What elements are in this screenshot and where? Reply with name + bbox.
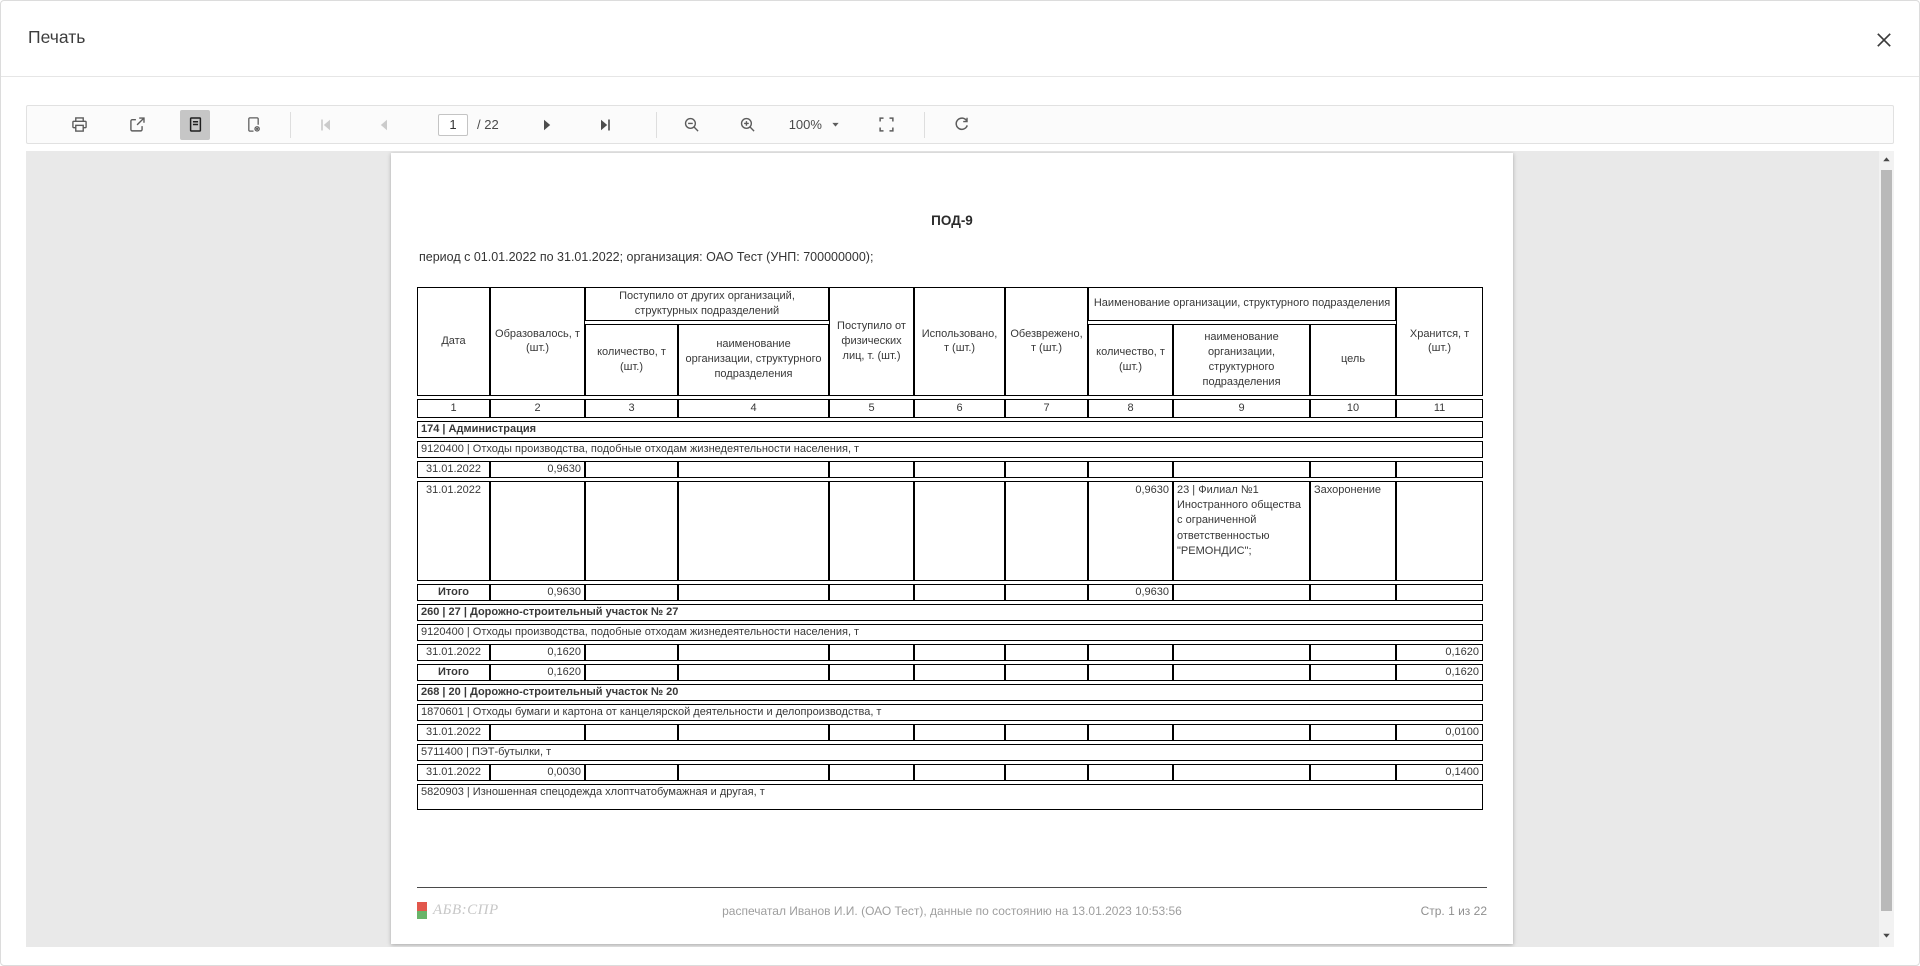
- table-cell: [829, 481, 914, 581]
- printed-info: распечатал Иванов И.И. (ОАО Тест), данные по состоянию на 13.01.2023 10:53:56: [722, 903, 1182, 918]
- table-row-waste: [417, 744, 1483, 761]
- table-cell: [1173, 644, 1310, 661]
- period-line: период с 01.01.2022 по 31.01.2022; организация: ОАО Тест (УНП: 700000000);: [419, 250, 874, 264]
- col-header: количество, т (шт.): [1088, 324, 1173, 396]
- table-cell: 31.01.2022: [417, 481, 490, 581]
- vertical-scrollbar[interactable]: [1879, 151, 1894, 947]
- table-cell: [1173, 764, 1310, 781]
- col-header: наименование организации, структурного подразделения: [678, 324, 829, 396]
- table-cell: [585, 764, 678, 781]
- sidebar-toggle-icon: [187, 116, 204, 133]
- col-header: наименование организации, структурного подразделения: [1173, 324, 1310, 396]
- sidebar-toggle-button[interactable]: [180, 110, 210, 140]
- table-cell: [1310, 644, 1396, 661]
- table-body: [417, 421, 1483, 810]
- fullscreen-button[interactable]: [872, 110, 902, 140]
- table-cell: [914, 724, 1005, 741]
- toolbar-separator: [924, 112, 925, 138]
- table-cell: 0,9630: [1088, 481, 1173, 581]
- section-cell: 268 | 20 | Дорожно-строительный участок № 20: [417, 684, 1483, 701]
- waste-cell: 9120400 | Отходы производства, подобные отходам жизнедеятельности населения, т: [417, 441, 1483, 458]
- table-cell: [829, 584, 914, 601]
- table-cell: [1005, 461, 1088, 478]
- table-cell: 0,1400: [1396, 764, 1483, 781]
- table-row-data: [417, 481, 1483, 581]
- table-cell: [678, 481, 829, 581]
- section-cell: 174 | Администрация: [417, 421, 1483, 438]
- zoom-level-select[interactable]: [789, 117, 840, 132]
- table-cell: 0,9630: [490, 584, 585, 601]
- waste-cell: 5820903 | Изношенная спецодежда хлоптчатобумажная и другая, т: [417, 784, 1483, 810]
- table-cell: 31.01.2022: [417, 764, 490, 781]
- table-cell: [490, 481, 585, 581]
- table-cell: [914, 644, 1005, 661]
- table-cell: Итого: [417, 664, 490, 681]
- last-page-icon: [597, 117, 613, 133]
- table-cell: [914, 664, 1005, 681]
- table-row-data: [417, 764, 1483, 781]
- table-cell: 0,1620: [1396, 644, 1483, 661]
- col-number: 1: [417, 399, 490, 418]
- table-cell: [678, 764, 829, 781]
- table-cell: 0,1620: [490, 644, 585, 661]
- col-number: 10: [1310, 399, 1396, 418]
- waste-cell: 9120400 | Отходы производства, подобные отходам жизнедеятельности населения, т: [417, 624, 1483, 641]
- table-cell: [1005, 481, 1088, 581]
- refresh-button[interactable]: [947, 110, 977, 140]
- table-cell: [678, 461, 829, 478]
- form-title: ПОД-9: [931, 213, 973, 228]
- share-icon: [129, 116, 146, 133]
- col-header: Дата: [417, 287, 490, 396]
- table-row-data: [417, 644, 1483, 661]
- scroll-down-icon: [1882, 931, 1891, 940]
- table-cell: [914, 481, 1005, 581]
- scrollbar-thumb[interactable]: [1881, 170, 1892, 911]
- next-page-button[interactable]: [532, 110, 562, 140]
- table-cell: [585, 644, 678, 661]
- col-number: 11: [1396, 399, 1483, 418]
- table-cell: [829, 764, 914, 781]
- close-icon: [1875, 31, 1893, 49]
- group-header: Поступило от других организаций, структурных подразделений: [585, 287, 829, 321]
- table-cell: [1005, 764, 1088, 781]
- page-number-input[interactable]: [438, 114, 468, 136]
- table-cell: 0,1620: [490, 664, 585, 681]
- table-cell: [1310, 664, 1396, 681]
- waste-table: [417, 284, 1483, 813]
- scroll-up-icon: [1882, 155, 1891, 164]
- table-row-section: [417, 684, 1483, 701]
- table-cell: [829, 664, 914, 681]
- logo-flag-icon: [417, 902, 427, 919]
- table-cell: [585, 584, 678, 601]
- table-cell: [829, 724, 914, 741]
- table-row-total: [417, 664, 1483, 681]
- table-cell: [1310, 461, 1396, 478]
- table-cell: [1310, 584, 1396, 601]
- share-button[interactable]: [122, 110, 152, 140]
- col-number: 3: [585, 399, 678, 418]
- zoom-level-value: 100%: [788, 117, 822, 132]
- page-total-label: / 22: [477, 117, 499, 132]
- col-header: Образовалось, т (шт.): [490, 287, 585, 396]
- col-number: 6: [914, 399, 1005, 418]
- table-cell: [1005, 664, 1088, 681]
- table-cell: [829, 644, 914, 661]
- dialog-title: Печать: [28, 27, 86, 47]
- waste-cell: 1870601 | Отходы бумаги и картона от канцелярской деятельности и делопроизводства, т: [417, 704, 1483, 721]
- table-cell: [490, 724, 585, 741]
- table-cell: [1088, 664, 1173, 681]
- table-cell: [1088, 644, 1173, 661]
- page-label: Стр. 1 из 22: [1420, 903, 1487, 918]
- refresh-icon: [953, 116, 970, 133]
- table-cell: [1005, 644, 1088, 661]
- app-logo: [417, 902, 657, 919]
- table-cell: [678, 664, 829, 681]
- table-cell: [1173, 724, 1310, 741]
- document-settings-icon: [245, 116, 262, 133]
- table-cell: [1396, 584, 1483, 601]
- col-header: Поступило от физических лиц, т. (шт.): [829, 287, 914, 396]
- col-number: 5: [829, 399, 914, 418]
- zoom-out-icon: [683, 116, 700, 133]
- col-number: 7: [1005, 399, 1088, 418]
- zoom-in-icon: [739, 116, 756, 133]
- table-cell: [1396, 481, 1483, 581]
- pdf-viewer-area: [26, 151, 1894, 947]
- table-cell: [1173, 461, 1310, 478]
- print-icon: [71, 116, 88, 133]
- table-row-waste: [417, 704, 1483, 721]
- zoom-out-button[interactable]: [677, 110, 707, 140]
- toolbar-separator: [656, 112, 657, 138]
- prev-page-button[interactable]: [369, 110, 399, 140]
- col-number: 4: [678, 399, 829, 418]
- next-page-icon: [539, 117, 555, 133]
- section-cell: 260 | 27 | Дорожно-строительный участок № 27: [417, 604, 1483, 621]
- first-page-button[interactable]: [311, 110, 341, 140]
- flag-green: [417, 911, 427, 919]
- table-cell: [1005, 724, 1088, 741]
- table-row-data: [417, 724, 1483, 741]
- col-header: количество, т (шт.): [585, 324, 678, 396]
- fullscreen-icon: [878, 116, 895, 133]
- pdf-toolbar: [26, 105, 1894, 144]
- table-cell: 31.01.2022: [417, 461, 490, 478]
- first-page-icon: [318, 117, 334, 133]
- table-cell: [585, 461, 678, 478]
- column-numbers-row: [417, 399, 1483, 418]
- toolbar-separator: [290, 112, 291, 138]
- col-header: Использовано, т (шт.): [914, 287, 1005, 396]
- col-number: 2: [490, 399, 585, 418]
- close-button[interactable]: [1867, 23, 1901, 57]
- table-row-section: [417, 421, 1483, 438]
- table-cell: [678, 644, 829, 661]
- table-row-total: [417, 584, 1483, 601]
- flag-red: [417, 902, 427, 911]
- table-cell: [1088, 724, 1173, 741]
- prev-page-icon: [376, 117, 392, 133]
- table-cell: [585, 481, 678, 581]
- table-cell: [678, 724, 829, 741]
- table-cell: 23 | Филиал №1 Иностранного общества с ограниченной ответственностью "РЕМОНДИС";: [1173, 481, 1310, 581]
- col-header: цель: [1310, 324, 1396, 396]
- table-cell: [585, 724, 678, 741]
- table-cell: [914, 461, 1005, 478]
- col-number: 8: [1088, 399, 1173, 418]
- dialog-header: [1, 1, 1919, 77]
- table-cell: [1088, 764, 1173, 781]
- table-cell: 0,1620: [1396, 664, 1483, 681]
- table-cell: Итого: [417, 584, 490, 601]
- table-cell: [914, 584, 1005, 601]
- last-page-button[interactable]: [590, 110, 620, 140]
- table-cell: [585, 664, 678, 681]
- group-header: Наименование организации, структурного подразделения: [1088, 287, 1396, 321]
- document-page: [391, 153, 1513, 944]
- table-cell: [914, 764, 1005, 781]
- col-number: 9: [1173, 399, 1310, 418]
- col-header: Хранится, т (шт.): [1396, 287, 1483, 396]
- table-cell: [1310, 724, 1396, 741]
- table-cell: 0,0030: [490, 764, 585, 781]
- scroll-up-button[interactable]: [1879, 152, 1894, 167]
- table-row-waste: [417, 784, 1483, 810]
- waste-cell: 5711400 | ПЭТ-бутылки, т: [417, 744, 1483, 761]
- table-cell: 0,9630: [490, 461, 585, 478]
- table-cell: 31.01.2022: [417, 724, 490, 741]
- table-cell: [1173, 664, 1310, 681]
- table-row-section: [417, 604, 1483, 621]
- table-cell: [1005, 584, 1088, 601]
- document-settings-button[interactable]: [238, 110, 268, 140]
- table-cell: 0,9630: [1088, 584, 1173, 601]
- col-header: Обезврежено, т (шт.): [1005, 287, 1088, 396]
- scroll-down-button[interactable]: [1879, 928, 1894, 943]
- table-cell: Захоронение: [1310, 481, 1396, 581]
- table-cell: [678, 584, 829, 601]
- table-cell: [1173, 584, 1310, 601]
- table-cell: [1396, 461, 1483, 478]
- table-cell: [1310, 764, 1396, 781]
- page-footer: [417, 887, 1487, 919]
- table-cell: [1088, 461, 1173, 478]
- table-row-waste: [417, 441, 1483, 458]
- zoom-in-button[interactable]: [733, 110, 763, 140]
- table-row-data: [417, 461, 1483, 478]
- table-row-waste: [417, 624, 1483, 641]
- print-button[interactable]: [64, 110, 94, 140]
- table-cell: 0,0100: [1396, 724, 1483, 741]
- table-cell: [829, 461, 914, 478]
- table-header: [417, 287, 1483, 418]
- table-cell: 31.01.2022: [417, 644, 490, 661]
- zoom-caret-icon: [831, 120, 840, 129]
- logo-text: АБВ:СПР: [433, 902, 499, 918]
